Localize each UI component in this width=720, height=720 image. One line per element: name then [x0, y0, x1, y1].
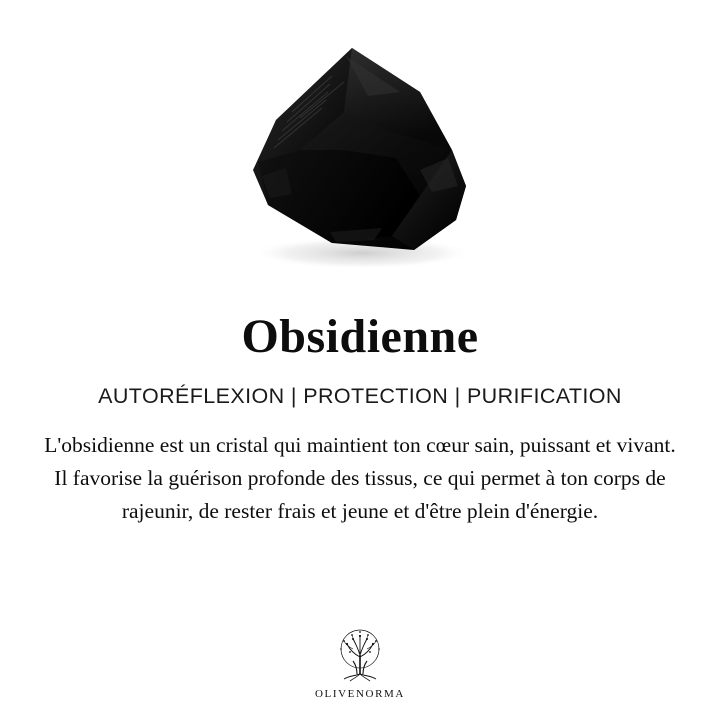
tree-of-life-icon	[323, 627, 397, 685]
obsidian-stone-illustration	[0, 0, 720, 290]
attributes-line: AUTORÉFLEXION | PROTECTION | PURIFICATION	[98, 384, 622, 409]
stone-image	[0, 0, 720, 290]
description-text: L'obsidienne est un cristal qui maintient ton cœur sain, puissant et vivant. Il favorise la guérison profonde des tissus, ce qui permet à ton corps de rajeunir, de rester frais et jeune et d'être plein d'énergie.	[44, 433, 676, 523]
page-title: Obsidienne	[241, 310, 479, 363]
brand-name: OLIVENORMA	[315, 688, 405, 700]
brand-logo	[0, 627, 720, 700]
stone-facet-center	[258, 150, 420, 243]
